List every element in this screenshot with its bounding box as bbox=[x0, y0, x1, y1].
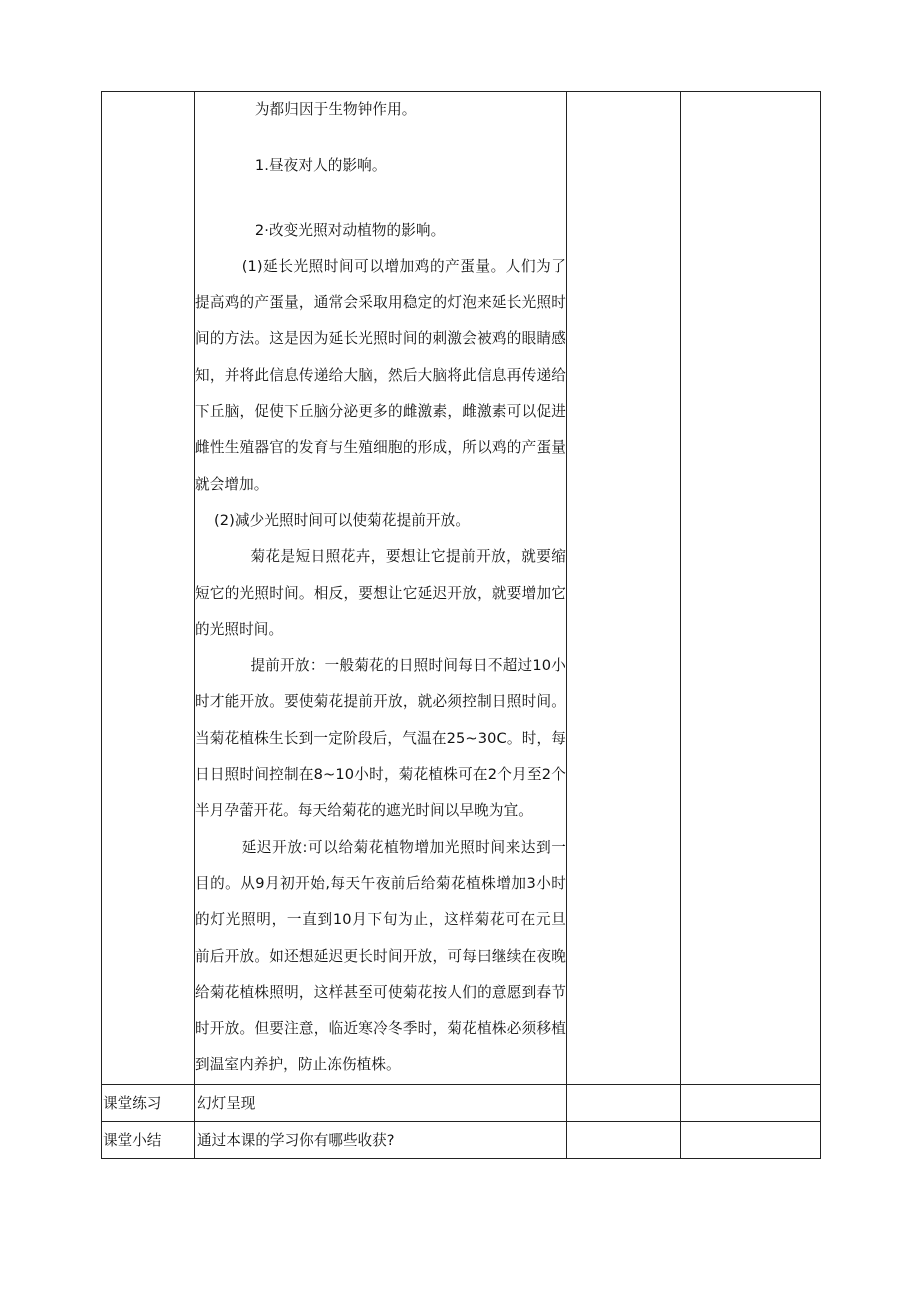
table-row bbox=[102, 1084, 821, 1121]
content-row bbox=[102, 92, 821, 1085]
content-paragraph: 提前开放：一般菊花的日照时间每日不超过10小时才能开放。要使菊花提前开放，就必须控制日照时间。当菊花植株生长到一定阶段后，气温在25~30C。时，每日日照时间控制在8~10小时，菊花植株可在2个月至2个半月孕蕾开花。每天给菊花的遮光时间以早晚为宜。 bbox=[195, 657, 566, 820]
lesson-plan-table bbox=[101, 91, 821, 1159]
notes-cell bbox=[681, 1084, 821, 1121]
content-paragraph: 菊花是短日照花卉，要想让它提前开放，就要缩短它的光照时间。相反，要想让它延迟开放，就要增加它的光照时间。 bbox=[195, 548, 566, 638]
row-label: 课堂练习 bbox=[102, 1084, 195, 1121]
row-text: 幻灯呈现 bbox=[195, 1084, 567, 1121]
table-row bbox=[102, 1121, 821, 1158]
activity-cell bbox=[567, 1084, 681, 1121]
row-text: 通过本课的学习你有哪些收获? bbox=[195, 1121, 567, 1158]
content-paragraph: 延迟开放:可以给菊花植物增加光照时间来达到一目的。从9月初开始,每天午夜前后给菊花植株增加3小时的灯光照明，一直到10月下旬为止，这样菊花可在元旦前后开放。如还想延迟更长时间开放，可每曰继续在夜晚给菊花植株照明，这样甚至可使菊花按人们的意愿到春节时开放。但要注意，临近寒冷冬季时，菊花植株必须移植到温室内养护，防止冻伤植株。 bbox=[195, 838, 566, 1074]
content-paragraph: 为都归因于生物钟作用。 bbox=[254, 101, 417, 118]
teaching-content-cell bbox=[195, 92, 567, 1085]
row-label: 课堂小结 bbox=[102, 1121, 195, 1158]
activity-cell bbox=[567, 1121, 681, 1158]
notes-cell bbox=[681, 1121, 821, 1158]
section-label-cell bbox=[102, 92, 195, 1085]
content-paragraph: (2)减少光照时间可以使菊花提前开放。 bbox=[213, 511, 471, 529]
content-paragraph: 2·改变光照对动植物的影响。 bbox=[254, 221, 446, 239]
activity-cell bbox=[567, 92, 681, 1085]
content-paragraph: (1)延长光照时间可以增加鸡的产蛋量。人们为了提高鸡的产蛋量，通常会采取用稳定的灯泡来延长光照时间的方法。这是因为延长光照时间的刺激会被鸡的眼睛感知，并将此信息传递给大脑，然后大脑将此信息再传递给下丘脑，促使下丘脑分泌更多的雌激素，雌激素可以促进雌性生殖器官的发育与生殖细胞的形成，所以鸡的产蛋量就会增加。 bbox=[195, 257, 566, 493]
notes-cell bbox=[681, 92, 821, 1085]
content-paragraph: 1.昼夜对人的影响。 bbox=[254, 157, 387, 175]
